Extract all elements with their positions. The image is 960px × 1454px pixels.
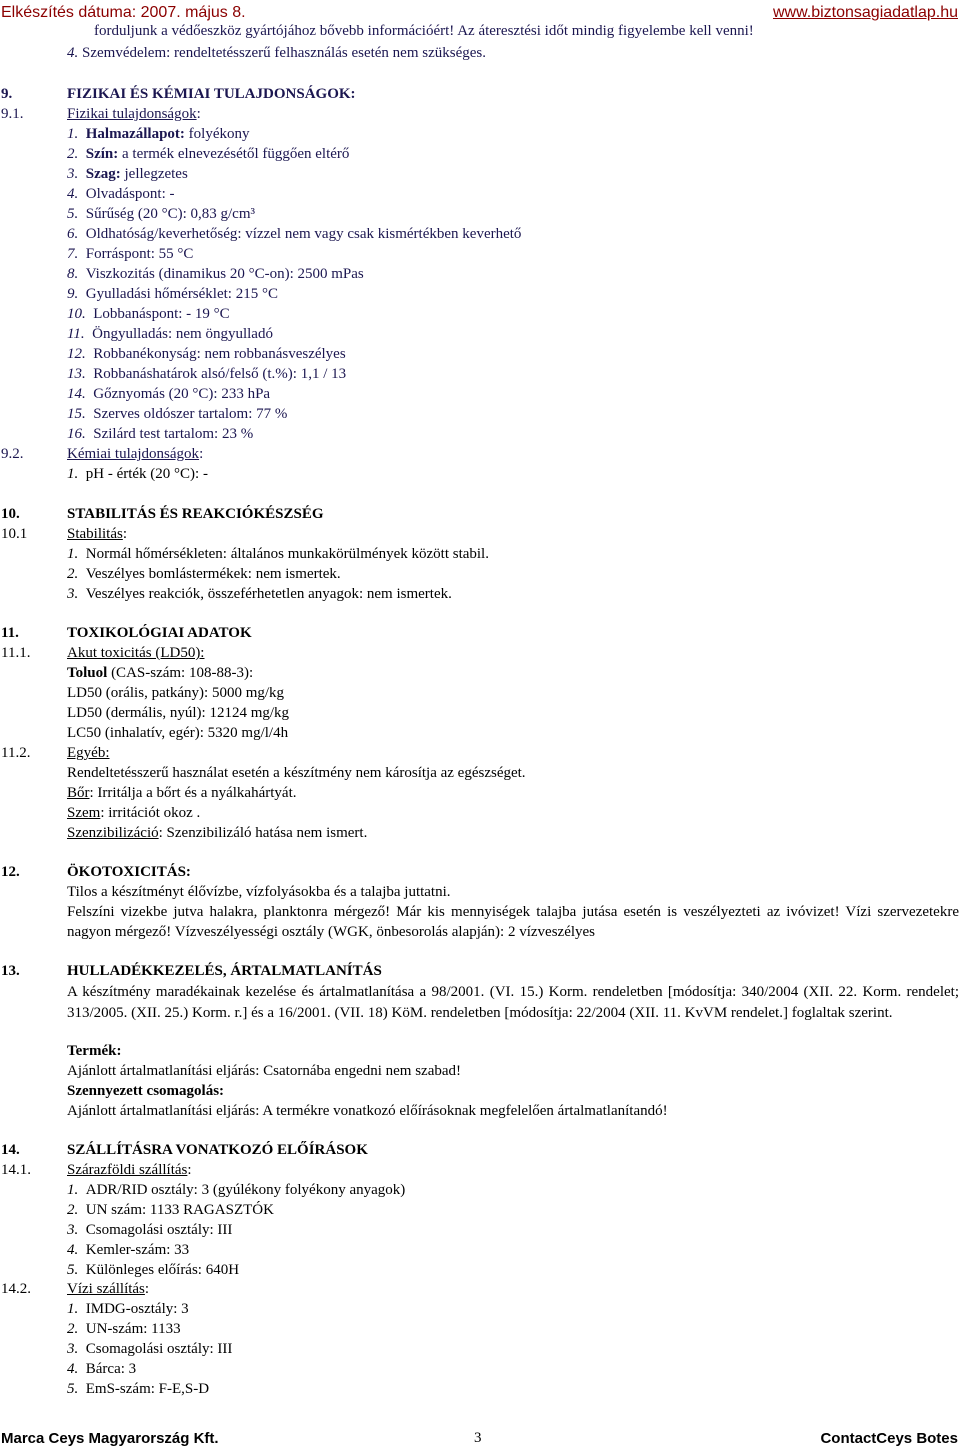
physical-property-7: [67, 245, 193, 263]
lc50-inhalation: LC50 (inhalatív, egér): 5320 mg/l/4h: [67, 725, 289, 741]
subsection-14-2-title: Vízi szállítás:: [67, 1281, 150, 1297]
subsection-11-1-number: 11.1.: [1, 645, 31, 661]
item-text: ADR/RID osztály: 3 (gyúlékony folyékony anyagok): [85, 1182, 406, 1198]
item-text: Veszélyes reakciók, összeférhetetlen anyagok: nem ismertek.: [85, 586, 452, 602]
land-transport-item-2: [67, 1201, 274, 1219]
section-14-number: 14.: [1, 1142, 20, 1158]
physical-property-13: [67, 365, 346, 383]
item-text: Bárca: 3: [85, 1361, 137, 1377]
item-text: UN szám: 1133 RAGASZTÓK: [85, 1202, 274, 1218]
stability-item-1: [67, 545, 489, 563]
item-number: 1.: [67, 1182, 79, 1198]
subsection-9-1-number: 9.1.: [1, 106, 24, 122]
item-text: Robbanékonyság: nem robbanásveszélyes: [93, 346, 346, 362]
item-number: 5.: [67, 1381, 79, 1397]
item-text: Robbanáshatárok alsó/felső (t.%): 1,1 / 13: [93, 366, 347, 382]
item-text: Csomagolási osztály: III: [85, 1341, 233, 1357]
item-number: 10.: [67, 306, 86, 322]
ecotox-paragraph: Felszíni vizekbe jutva halakra, planktonra mérgező! Már kis mennyiségek talajba jutása esetén is veszélyezteti az ivóvizet! Vízi szervezetekre nagyon mérgező! Vízveszélyességi osztály (WGK, önbesorolás alapján): 2 vízveszélyes: [67, 904, 959, 940]
item-text: Lobbanáspont: - 19 °C: [93, 306, 230, 322]
item-number: 6.: [67, 226, 79, 242]
item-number: 4.: [67, 186, 79, 202]
item-text: Viszkozitás (dinamikus 20 °C-on): 2500 mPas: [85, 266, 364, 282]
item-number: 2.: [67, 1321, 79, 1337]
item-number: 1.: [67, 546, 79, 562]
item-number: 3.: [67, 1341, 79, 1357]
item-text: Gőznyomás (20 °C): 233 hPa: [93, 386, 271, 402]
item-number: 3.: [67, 586, 79, 602]
item-text: UN-szám: 1133: [85, 1321, 181, 1337]
section-11-title: TOXIKOLÓGIAI ADATOK: [67, 625, 252, 641]
physical-property-12: [67, 345, 346, 363]
subsection-10-1-title: Stabilitás:: [67, 526, 128, 542]
item-text: a termék elnevezésétől függően eltérő: [122, 146, 350, 162]
item-number: 16.: [67, 426, 86, 442]
subsection-14-1-number: 14.1.: [1, 1162, 31, 1178]
item-text: jellegzetes: [124, 166, 188, 182]
item-text: Olvadáspont: -: [85, 186, 175, 202]
item-number: 3.: [67, 1222, 79, 1238]
page-number: 3: [474, 1430, 482, 1446]
product-disposal: Ajánlott ártalmatlanítási eljárás: Csatornába engedni nem szabad!: [67, 1063, 462, 1079]
water-transport-item-5: [67, 1380, 209, 1398]
item-number: 2.: [67, 146, 79, 162]
item-text: Veszélyes bomlástermékek: nem ismertek.: [85, 566, 341, 582]
item-number: 4.: [67, 45, 79, 61]
item-number: 5.: [67, 206, 79, 222]
item-text: Öngyulladás: nem öngyulladó: [92, 326, 273, 342]
physical-property-10: [67, 305, 230, 323]
item-number: 9.: [67, 286, 79, 302]
physical-property-14: [67, 385, 270, 403]
physical-property-16: [67, 425, 253, 443]
physical-property-9: [67, 285, 278, 303]
section-12-number: 12.: [1, 864, 20, 880]
intro-item-4: [67, 44, 486, 62]
item-label: Halmazállapot:: [85, 126, 189, 142]
subsection-9-2-number: 9.2.: [1, 446, 24, 462]
header-website-link[interactable]: www.biztonsagiadatlap.hu: [772, 4, 958, 21]
item-number: 5.: [67, 1262, 79, 1278]
item-text: EmS-szám: F-E,S-D: [85, 1381, 210, 1397]
item-number: 12.: [67, 346, 86, 362]
item-text: Forráspont: 55 °C: [85, 246, 194, 262]
physical-property-8: [67, 265, 364, 283]
section-9-number: 9.: [1, 86, 13, 102]
physical-property-6: [67, 225, 521, 243]
skin-effect: Bőr: Irritálja a bőrt és a nyálkahártyát.: [67, 785, 297, 801]
item-label: Szag:: [85, 166, 125, 182]
item-text: Szemvédelem: rendeltetésszerű felhasználás esetén nem szükséges.: [82, 45, 486, 61]
item-text: Különleges előírás: 640H: [85, 1262, 240, 1278]
water-transport-item-1: [67, 1300, 189, 1318]
land-transport-item-3: [67, 1221, 232, 1239]
ld50-dermal: LD50 (dermális, nyúl): 12124 mg/kg: [67, 705, 290, 721]
subsection-9-2-title: Kémiai tulajdonságok:: [67, 446, 204, 462]
other-effects-line: Rendeltetésszerű használat esetén a készítmény nem károsítja az egészséget.: [67, 765, 526, 781]
section-11-number: 11.: [1, 625, 19, 641]
land-transport-item-5: [67, 1261, 239, 1279]
item-number: 15.: [67, 406, 86, 422]
water-transport-item-4: [67, 1360, 136, 1378]
physical-property-15: [67, 405, 287, 423]
item-number: 4.: [67, 1242, 79, 1258]
item-text: folyékony: [188, 126, 250, 142]
physical-property-11: [67, 325, 273, 343]
section-9-title: FIZIKAI ÉS KÉMIAI TULAJDONSÁGOK:: [67, 86, 356, 102]
packaging-disposal: Ajánlott ártalmatlanítási eljárás: A termékre vonatkozó előírásoknak megfelelően ártalmatlanítandó!: [67, 1103, 668, 1119]
footer-company: Marca Ceys Magyarország Kft.: [1, 1430, 219, 1447]
item-text: IMDG-osztály: 3: [85, 1301, 189, 1317]
item-number: 14.: [67, 386, 86, 402]
ld50-oral: LD50 (orális, patkány): 5000 mg/kg: [67, 685, 285, 701]
subsection-10-1-number: 10.1: [1, 526, 28, 542]
item-text: Sűrűség (20 °C): 0,83 g/cm³: [85, 206, 255, 222]
item-number: 2.: [67, 1202, 79, 1218]
product-label: Termék:: [67, 1043, 122, 1059]
packaging-label: Szennyezett csomagolás:: [67, 1083, 225, 1099]
physical-property-2: [67, 145, 349, 163]
subsection-9-1-title: Fizikai tulajdonságok:: [67, 106, 201, 122]
water-transport-item-3: [67, 1340, 232, 1358]
ecotox-line: Tilos a készítményt élővízbe, vízfolyásokba és a talajba juttatni.: [67, 884, 451, 900]
item-number: 1.: [67, 1301, 79, 1317]
waste-paragraph: A készítmény maradékainak kezelése és ártalmatlanítása a 98/2001. (VI. 15.) Korm. rendeletben [módosítja: 340/2004 (XII. 22. Korm. rendelet; 313/2005. (XII. 25.) Korm. r.] és a 16/2001. (VII. 18) KöM. rendeletben [módosítja: 22/2004 (XII. 11. KvVM rendelet.] foglaltak szerint.: [67, 984, 959, 1021]
land-transport-item-4: [67, 1241, 189, 1259]
sensitization-effect: Szenzibilizáció: Szenzibilizáló hatása nem ismert.: [67, 825, 368, 841]
item-number: 2.: [67, 566, 79, 582]
subsection-14-2-number: 14.2.: [1, 1281, 31, 1297]
toluol-line: Toluol (CAS-szám: 108-88-3):: [67, 665, 254, 681]
section-10-number: 10.: [1, 506, 20, 522]
section-12-title: ÖKOTOXICITÁS:: [67, 864, 191, 880]
intro-line: forduljunk a védőeszköz gyártójához bővebb információért! Az áteresztési időt mindig figyelembe kell venni!: [94, 23, 754, 39]
physical-property-4: [67, 185, 174, 203]
item-text: Csomagolási osztály: III: [85, 1222, 233, 1238]
chemical-property-item: 1. pH - érték (20 °C): -: [67, 466, 208, 482]
stability-item-2: [67, 565, 341, 583]
section-10-title: STABILITÁS ÉS REAKCIÓKÉSZSÉG: [67, 506, 324, 522]
header-date: Elkészítés dátuma: 2007. május 8.: [1, 4, 246, 21]
land-transport-item-1: [67, 1181, 405, 1199]
item-number: 11.: [67, 326, 85, 342]
physical-property-1: [67, 125, 249, 143]
item-number: 1.: [67, 126, 79, 142]
item-number: 13.: [67, 366, 86, 382]
physical-property-5: [67, 205, 255, 223]
subsection-11-2-number: 11.2.: [1, 745, 31, 761]
eye-effect: Szem: irritációt okoz .: [67, 805, 201, 821]
item-text: Gyulladási hőmérséklet: 215 °C: [85, 286, 278, 302]
subsection-14-1-title: Szárazföldi szállítás:: [67, 1162, 192, 1178]
section-13-title: HULLADÉKKEZELÉS, ÁRTALMATLANÍTÁS: [67, 963, 382, 979]
item-number: 4.: [67, 1361, 79, 1377]
footer-contact: ContactCeys Botes: [820, 1430, 958, 1447]
item-text: Oldhatóság/keverhetőség: vízzel nem vagy csak kismértékben keverhető: [85, 226, 522, 242]
item-text: Normál hőmérsékleten: általános munkakörülmények között stabil.: [85, 546, 489, 562]
section-13-number: 13.: [1, 963, 20, 979]
stability-item-3: [67, 585, 452, 603]
physical-property-3: [67, 165, 188, 183]
item-number: 7.: [67, 246, 79, 262]
section-14-title: SZÁLLÍTÁSRA VONATKOZÓ ELŐÍRÁSOK: [67, 1142, 368, 1158]
item-text: Szerves oldószer tartalom: 77 %: [93, 406, 288, 422]
item-label: Szín:: [85, 146, 123, 162]
item-number: 8.: [67, 266, 79, 282]
subsection-11-2-title: Egyéb:: [67, 745, 110, 761]
subsection-11-1-title: Akut toxicitás (LD50):: [67, 645, 205, 661]
item-text: Kemler-szám: 33: [85, 1242, 190, 1258]
item-number: 3.: [67, 166, 79, 182]
water-transport-item-2: [67, 1320, 181, 1338]
item-text: Szilárd test tartalom: 23 %: [93, 426, 254, 442]
